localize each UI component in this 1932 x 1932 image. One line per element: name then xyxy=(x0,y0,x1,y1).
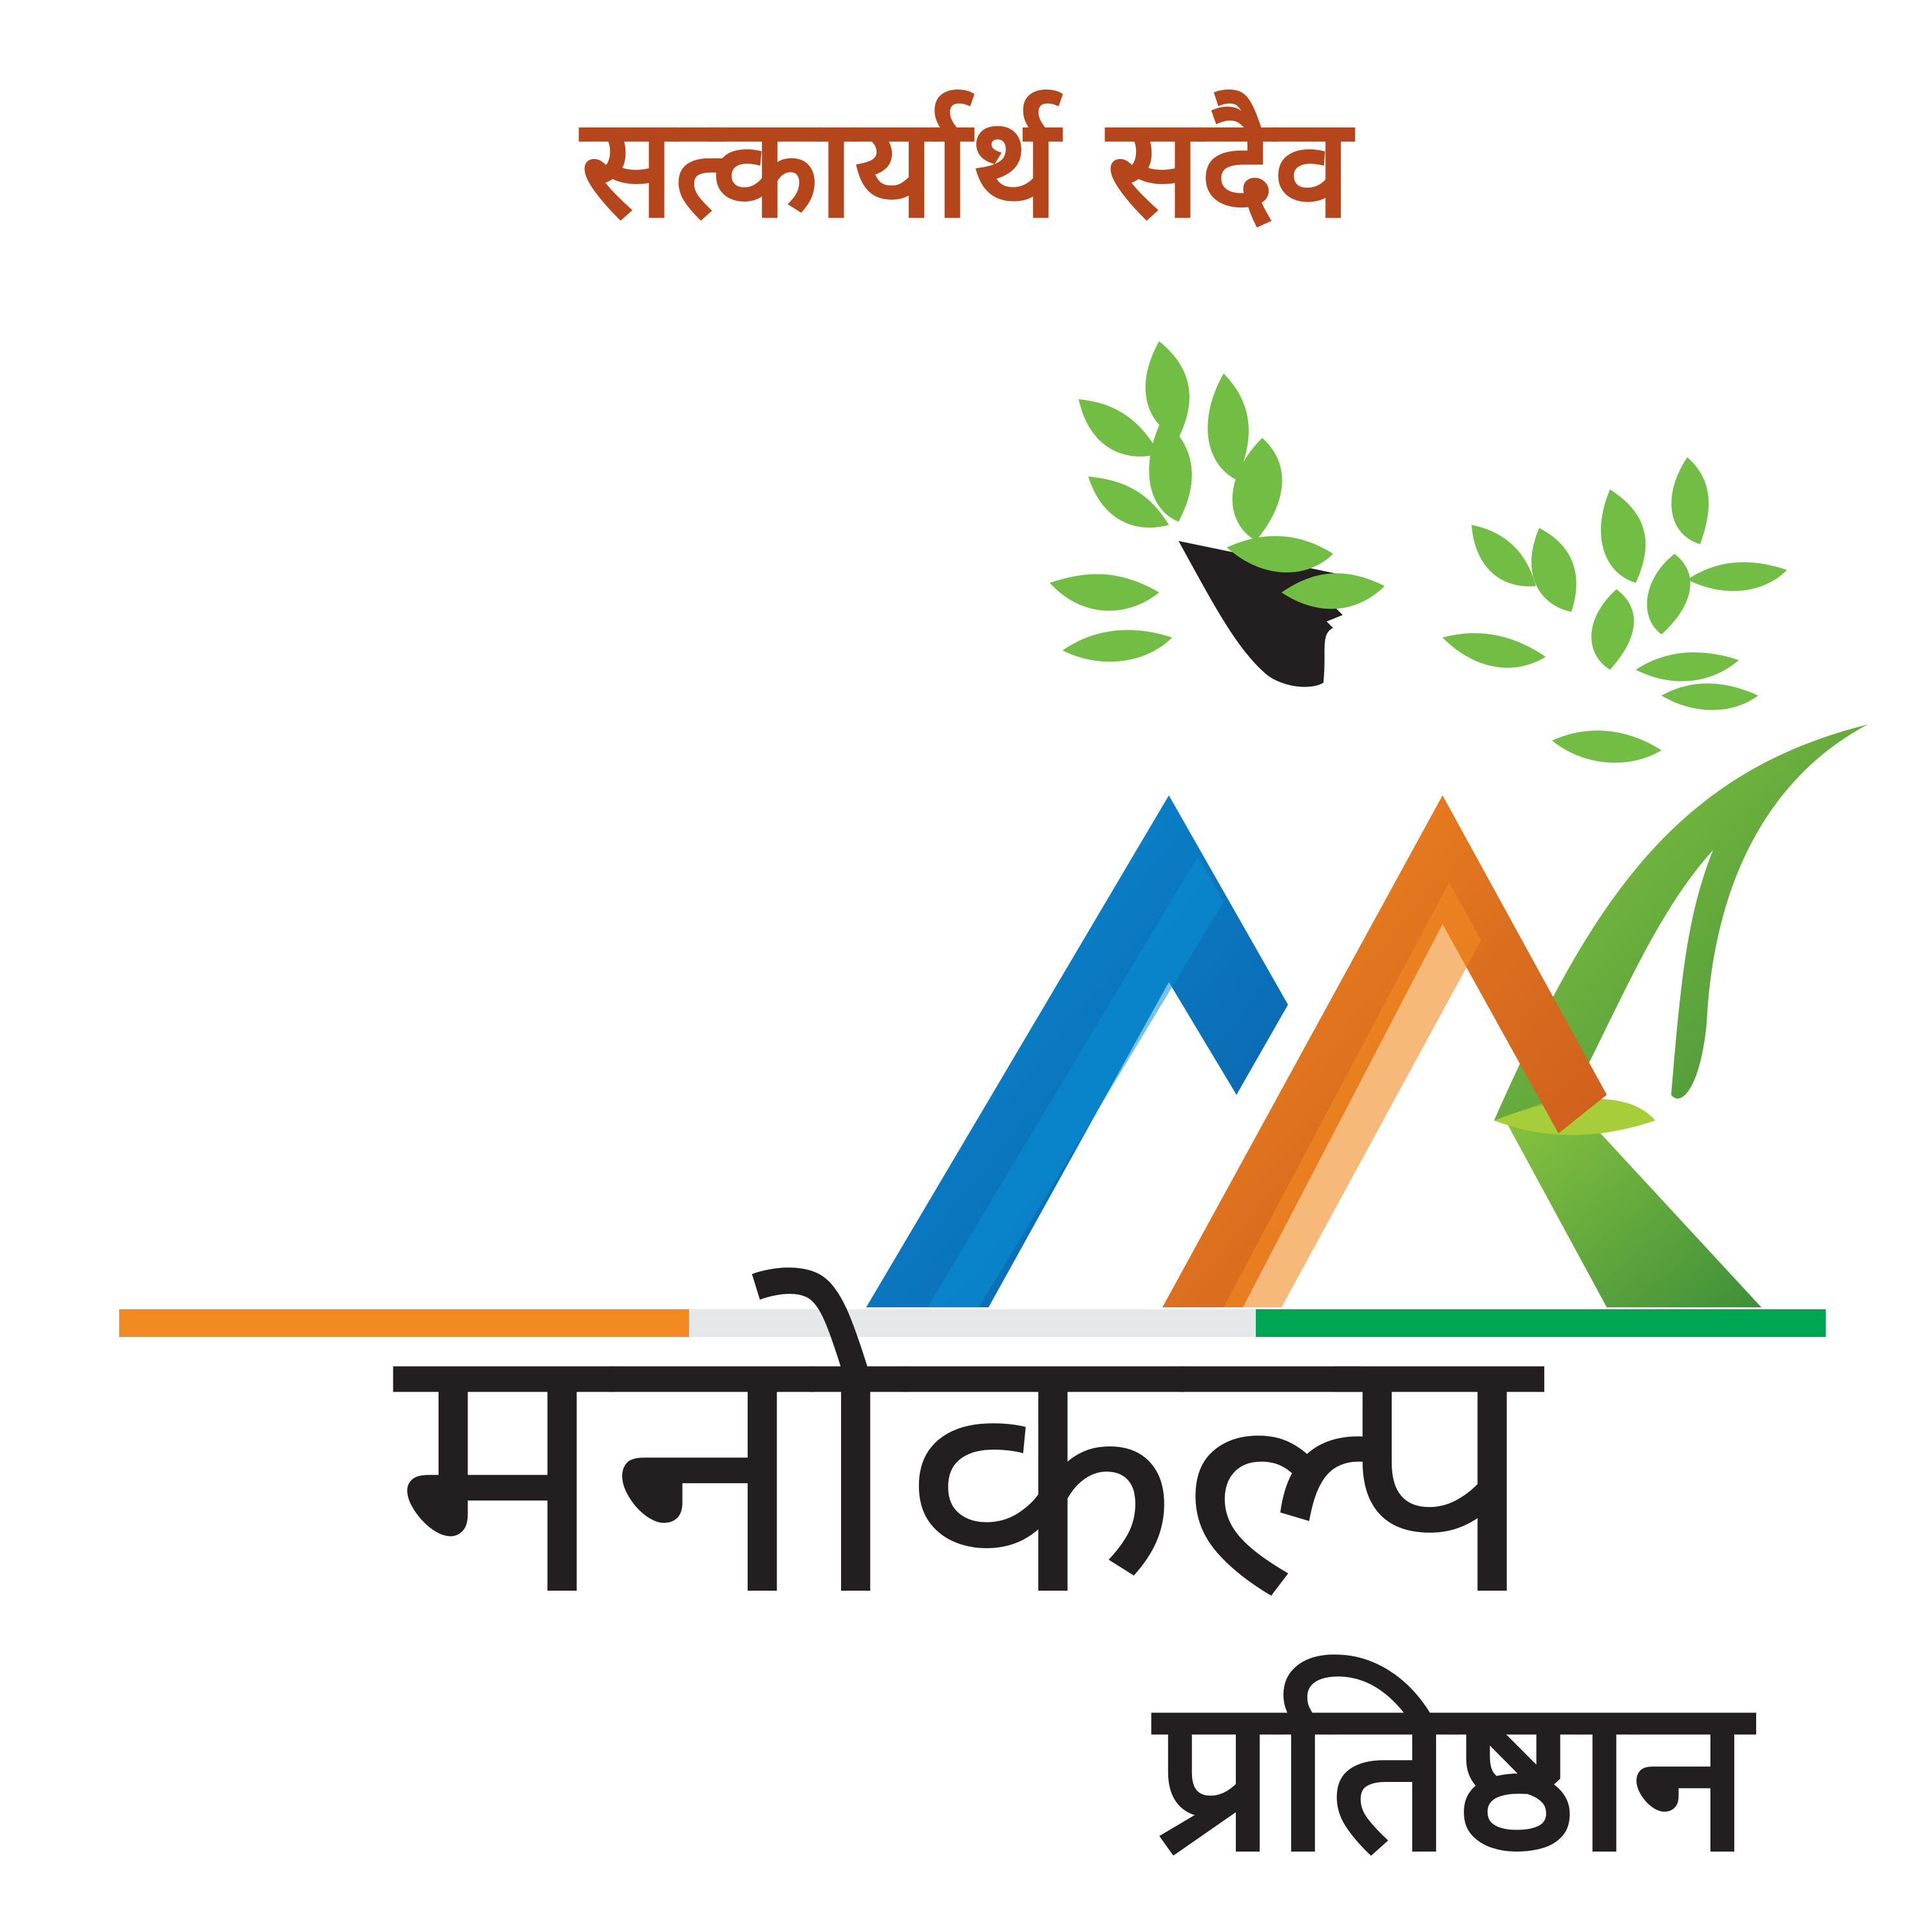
organization-subtitle: प्रतिष्ठान xyxy=(1154,1651,1750,1899)
leaves-cluster xyxy=(1050,341,1787,762)
motto-text: सत्कार्यार्थ सदैव xyxy=(581,87,1351,249)
organization-name: मनोकल्प xyxy=(393,1256,1539,1676)
person-with-leaves-mountains-icon xyxy=(866,341,1868,1307)
